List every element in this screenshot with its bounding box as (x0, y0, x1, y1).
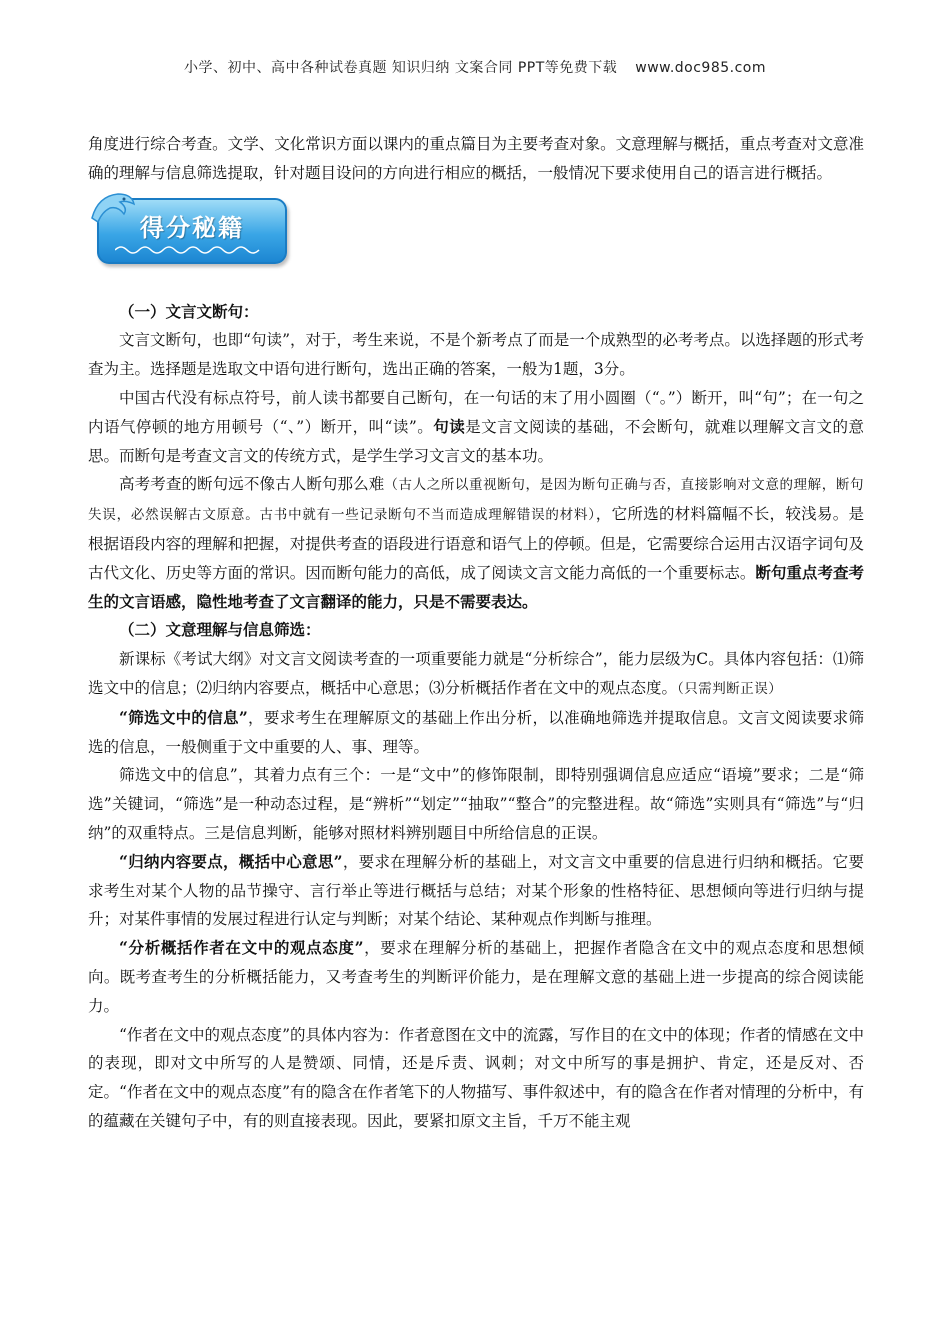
section2-paragraph-4 (88, 848, 864, 934)
bold-run: “筛选文中的信息” (119, 707, 248, 727)
score-tips-label: 得分秘籍 (140, 213, 244, 242)
section2-heading: （二）文意理解与信息筛选： (119, 620, 321, 640)
text-run: ，它所选的材料篇幅不长，较浅易。是根据语段内容的理解和把握，对提供考查的语段进行语意和语气上的停顿。但是，它需要综合运用古汉语字词句及古代文化、历史等方面的常识。因而断句能力的高低，成了阅读文言文能力高低的一个重要标志。 (88, 505, 864, 582)
wave-icon (115, 244, 265, 256)
section2-paragraph-3: 筛选文中的信息”，其着力点有三个：一是“文中”的修饰限制，即特别强调信息应适应“语境”要求；二是“筛选”关键词，“筛选”是一种动态过程，是“辨析”“划定”“抽取”“整合”的完整进程。故“筛选”实则具有“筛选”与“归纳”的双重特点。三是信息判断，能够对照材料辨别题目中所给信息的正误。 (88, 766, 864, 842)
header-url[interactable]: www.doc985.com (635, 60, 767, 76)
section1-paragraph-3 (88, 470, 864, 616)
text-run: 高考考查的断句远不像古人断句那么难 (119, 475, 385, 494)
section1-paragraph-2 (88, 384, 864, 470)
text-run: 新课标《考试大纲》对文言文阅读考查的一项重要能力就是“分析综合”，能力层级为C。具体内容包括：⑴筛选文中的信息；⑵归纳内容要点，概括中心意思；⑶分析概括作者在文中的观点态度。 (88, 650, 864, 697)
bold-run: “归纳内容要点，概括中心意思” (119, 851, 343, 871)
bold-run: “分析概括作者在文中的观点态度” (119, 938, 364, 958)
text-run: 是文言文阅读的基础，不会断句，就难以理解文言文的意思。而断句是考查文言文的传统方式，是学生学习文言文的基本功。 (88, 417, 864, 465)
small-run: （只需判断正误） (677, 680, 783, 697)
text-run: ，要求在理解分析的基础上，对文言文中重要的信息进行归纳和概括。它要求考生对某个人物的品节操守、言行举止等进行概括与总结；对某个形象的性格特征、思想倾向等进行归纳与提升；对某件事情的发展过程进行认定与判断；对某个结论、某种观点作判断与推理。 (88, 852, 864, 929)
text-run: ，要求考生在理解原文的基础上作出分析，以准确地筛选并提取信息。文言文阅读要求筛选的信息，一般侧重于文中重要的人、事、理等。 (88, 708, 864, 756)
section1-heading: （一）文言文断句： (119, 301, 259, 321)
document-body (88, 130, 864, 1136)
score-tips-banner (88, 188, 864, 298)
page-header (0, 57, 950, 77)
section2-paragraph-1 (88, 645, 864, 704)
header-text: 小学、初中、高中各种试卷真题 知识归纳 文案合同 PPT等免费下载 (183, 60, 618, 76)
section2-paragraph-5 (88, 934, 864, 1020)
intro-paragraph: 角度进行综合考查。文学、文化常识方面以课内的重点篇目为主要考查对象。文意理解与概括，重点考查对文意准确的理解与信息筛选提取，针对题目设问的方向进行相应的概括，一般情况下要求使用自己的语言进行概括。 (88, 135, 864, 182)
section1-paragraph-1: 文言文断句，也即“句读”，对于，考生来说，不是个新考点了而是一个成熟型的必考考点。以选择题的形式考查为主。选择题是选取文中语句进行断句，选出正确的答案，一般为1题，3分。 (88, 331, 864, 379)
section2-paragraph-2 (88, 704, 864, 762)
bold-run: 断句重点考查考生的文言语感，隐性地考查了文言翻译的能力，只是不需要表达。 (88, 562, 864, 611)
small-run: （古人之所以重视断句，是因为断句正确与否，直接影响对文意的理解，断句失误，必然误解古文原意。古书中就有一些记录断句不当而造成理解错误的材料） (88, 477, 864, 524)
section2-paragraph-6: “作者在文中的观点态度”的具体内容为：作者意图在文中的流露，写作目的在文中的体现；作者的情感在文中的表现，即对文中所写的人是赞颂、同情，还是斥责、讽刺；对文中所写的事是拥护、肯定，还是反对、否定。“作者在文中的观点态度”有的隐含在作者笔下的人物描写、事件叙述中，有的隐含在作者对情理的分析中，有的蕴藏在关键句子中，有的则直接表现。因此，要紧扣原文主旨，千万不能主观 (88, 1025, 864, 1130)
bold-run: 句读 (433, 416, 466, 436)
text-run: 中国古代没有标点符号，前人读书都要自己断句，在一句话的末了用小圆圈（“。”）断开，叫“句”；在一句之内语气停顿的地方用顿号（“、”）断开，叫“读”。 (88, 388, 864, 436)
text-run: ，要求在理解分析的基础上，把握作者隐含在文中的观点态度和思想倾向。既考查考生的分析概括能力，又考查考生的判断评价能力，是在理解文意的基础上进一步提高的综合阅读能力。 (88, 939, 864, 1015)
dolphin-icon (88, 188, 138, 228)
